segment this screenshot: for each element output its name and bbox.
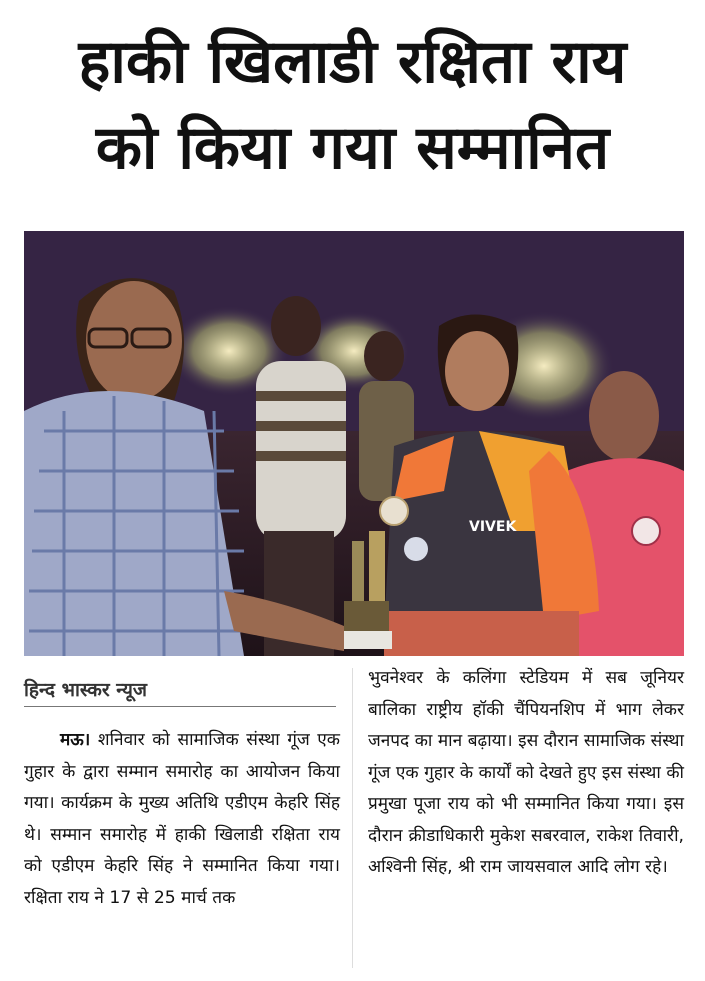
headline-line-2: को किया गया सम्मानित xyxy=(95,113,610,183)
news-photo xyxy=(24,231,684,656)
column-divider xyxy=(352,668,353,968)
award-ceremony-illustration xyxy=(24,231,684,656)
article-column-1 xyxy=(24,725,340,914)
byline: हिन्द भास्कर न्यूज xyxy=(24,674,336,707)
column-2-text: भुवनेश्वर के कलिंगा स्टेडियम में सब जूनियर बालिका राष्ट्रीय हॉकी चैंपियनशिप में भाग लेकर जनपद का मान बढ़ाया। इस दौरान सामाजिक संस्था गूंज एक गुहार के कार्यों को देखते हुए इस संस्था की प्रमुखा पूजा राय को भी सम्मानित किया गया। इस दौरान क्रीडाधिकारी मुकेश सबरवाल, राकेश तिवारी, अश्विनी सिंह, श्री राम जायसवाल आदि लोग रहे। xyxy=(368,668,684,877)
dateline: मऊ। xyxy=(60,730,91,750)
article-column-2 xyxy=(368,663,684,884)
column-1-text: शनिवार को सामाजिक संस्था गूंज एक गुहार के द्वारा सम्मान समारोह का आयोजन किया गया। कार्यक्रम के मुख्य अतिथि एडीएम केहरि सिंह थे। सम्मान समारोह में हाकी खिलाडी रक्षिता राय को एडीएम केहरि सिंह ने सम्मानित किया गया। रक्षिता राय ने 17 से 25 मार्च तक xyxy=(24,730,341,908)
headline-line-1: हाकी खिलाडी रक्षिता राय xyxy=(78,27,627,97)
jersey-text: VIVEK xyxy=(469,519,517,535)
